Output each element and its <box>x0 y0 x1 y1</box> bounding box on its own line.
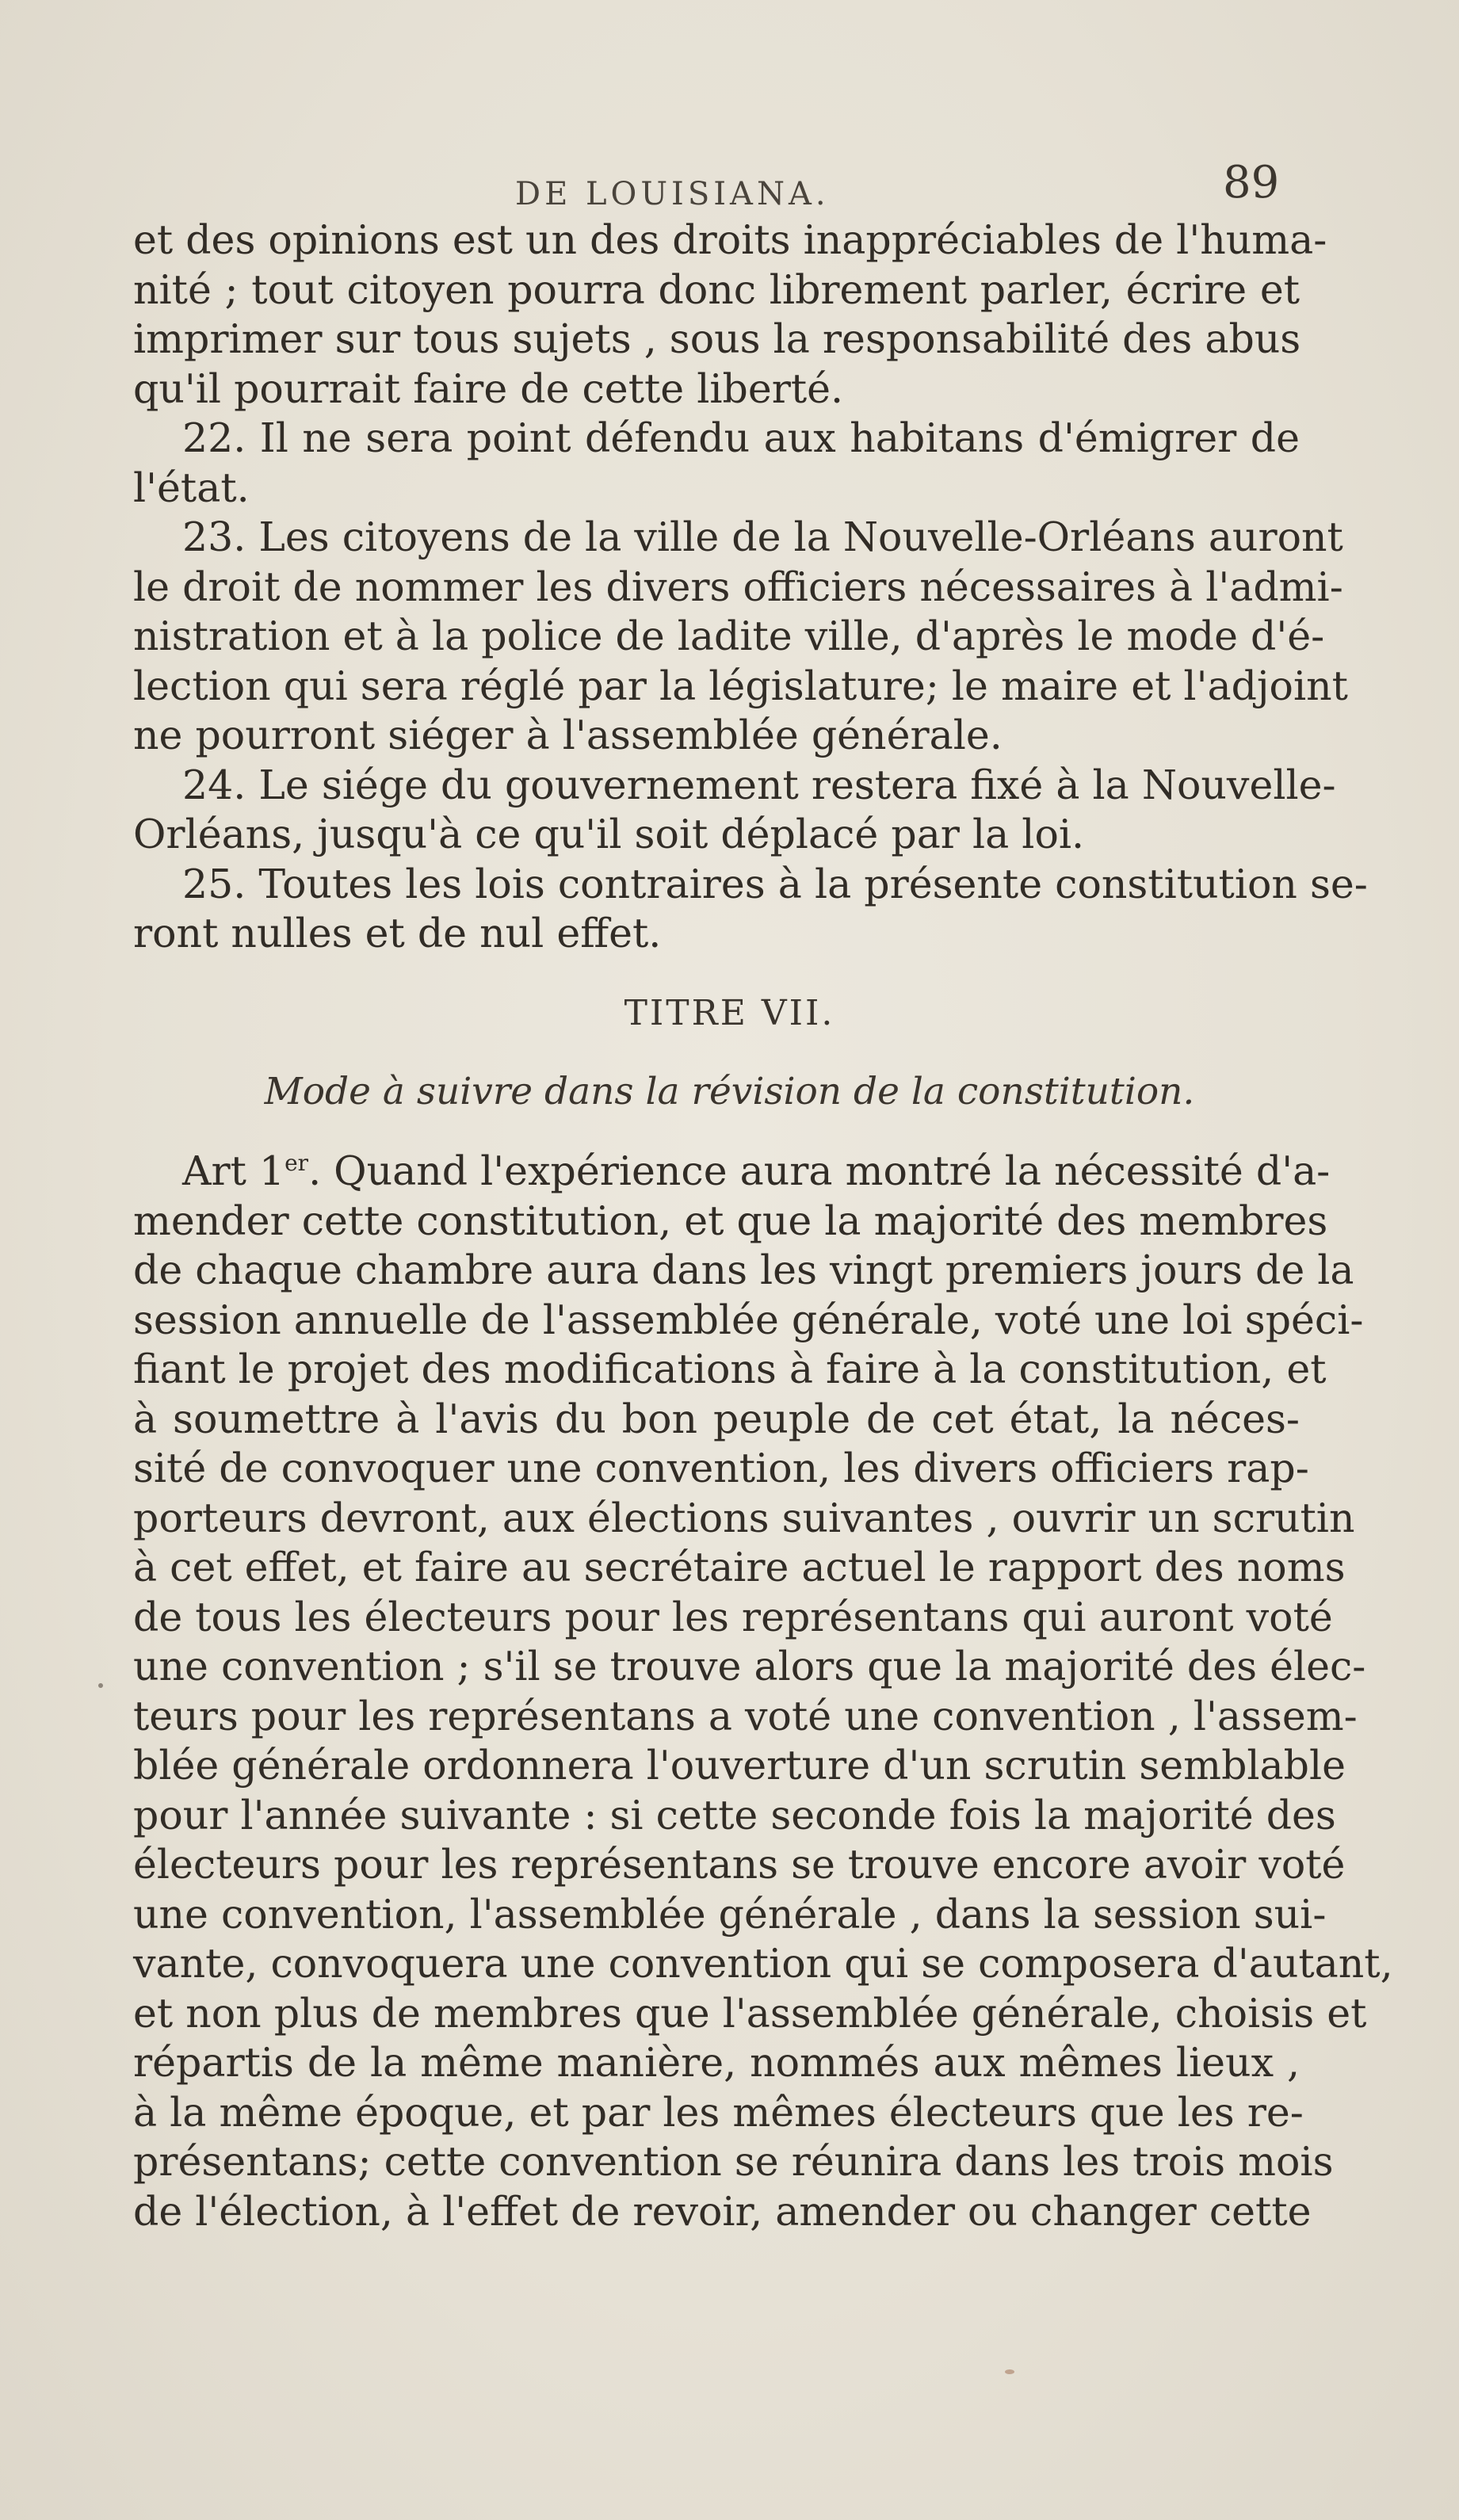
text-line: électeurs pour les représentans se trouve encore avoir voté <box>133 1841 1346 1888</box>
section-title: TITRE VII. <box>624 993 835 1033</box>
text-line: porteurs devront, aux élections suivantes , ouvrir un scrutin <box>133 1494 1355 1541</box>
text-line: 25. Toutes les lois contraires à la présente constitution se- <box>182 860 1368 907</box>
text-line: mender cette constitution, et que la majorité des membres <box>133 1197 1328 1244</box>
text-line: le droit de nommer les divers officiers nécessaires à l'admi- <box>133 563 1343 610</box>
text-line: présentans; cette convention se réunira dans les trois mois <box>133 2138 1334 2185</box>
text-line: une convention ; s'il se trouve alors que la majorité des élec- <box>133 1643 1366 1690</box>
text-line: de chaque chambre aura dans les vingt premiers jours de la <box>133 1247 1354 1293</box>
text-line: pour l'année suivante : si cette seconde fois la majorité des <box>133 1791 1336 1838</box>
text-line: session annuelle de l'assemblée générale, voté une loi spéci- <box>133 1296 1364 1343</box>
text-line: teurs pour les représentans a voté une convention , l'assem- <box>133 1692 1358 1739</box>
article-first-line-text: . Quand l'expérience aura montré la nécessité d'a- <box>308 1147 1331 1194</box>
article-text-block <box>133 1147 1393 2236</box>
text-line: blée générale ordonnera l'ouverture d'un scrutin semblable <box>133 1742 1346 1789</box>
text-line: de l'élection, à l'effet de revoir, amender ou changer cette <box>133 2187 1312 2235</box>
running-head: DE LOUISIANA. <box>515 176 830 212</box>
section-subtitle: Mode à suivre dans la révision de la constitution. <box>264 1070 1195 1113</box>
text-line: répartis de la même manière, nommés aux mêmes lieux , <box>133 2039 1300 2086</box>
text-line: nistration et à la police de ladite ville, d'après le mode d'é- <box>133 613 1325 659</box>
text-line: vante, convoquera une convention qui se composera d'autant, <box>133 1940 1393 1987</box>
text-line: 24. Le siége du gouvernement restera fixé à la Nouvelle- <box>182 761 1336 808</box>
article-ordinal-superscript: er <box>285 1150 309 1177</box>
text-line: ront nulles et de nul effet. <box>133 910 662 956</box>
text-line: Orléans, jusqu'à ce qu'il soit déplacé par la loi. <box>133 811 1085 857</box>
text-line: à la même époque, et par les mêmes électeurs que les re- <box>133 2088 1304 2136</box>
text-line: ne pourront siéger à l'assemblée générale. <box>133 712 1003 758</box>
text-line: qu'il pourrait faire de cette liberté. <box>133 365 844 412</box>
text-line: l'état. <box>133 464 250 511</box>
text-line: et non plus de membres que l'assemblée générale, choisis et <box>133 1989 1367 2037</box>
text-line: et des opinions est un des droits inappréciables de l'huma- <box>133 216 1327 263</box>
top-text-block <box>133 216 1368 959</box>
text-line: fiant le projet des modifications à faire à la constitution, et <box>133 1346 1327 1392</box>
text-line: 23. Les citoyens de la ville de la Nouvelle-Orléans auront <box>182 514 1343 560</box>
text-line: à cet effet, et faire au secrétaire actuel le rapport des noms <box>133 1544 1346 1590</box>
paper-speck <box>98 1683 103 1688</box>
text-line: nité ; tout citoyen pourra donc librement parler, écrire et <box>133 265 1300 313</box>
article-first-line <box>133 1147 1331 1197</box>
text-line: une convention, l'assemblée générale , dans la session sui- <box>133 1890 1327 1938</box>
text-line: lection qui sera réglé par la législature; le maire et l'adjoint <box>133 662 1348 709</box>
article-label: Art 1 <box>182 1147 285 1194</box>
page-number: 89 <box>1223 157 1280 208</box>
text-line: de tous les électeurs pour les représentans qui auront voté <box>133 1593 1333 1640</box>
text-line: 22. Il ne sera point défendu aux habitans d'émigrer de <box>182 414 1300 461</box>
text-line: à soumettre à l'avis du bon peuple de cet état, la néces- <box>133 1395 1300 1442</box>
text-line: sité de convoquer une convention, les divers officiers rap- <box>133 1445 1309 1491</box>
paper-speck <box>1005 2369 1014 2374</box>
text-line: imprimer sur tous sujets , sous la responsabilité des abus <box>133 315 1301 362</box>
